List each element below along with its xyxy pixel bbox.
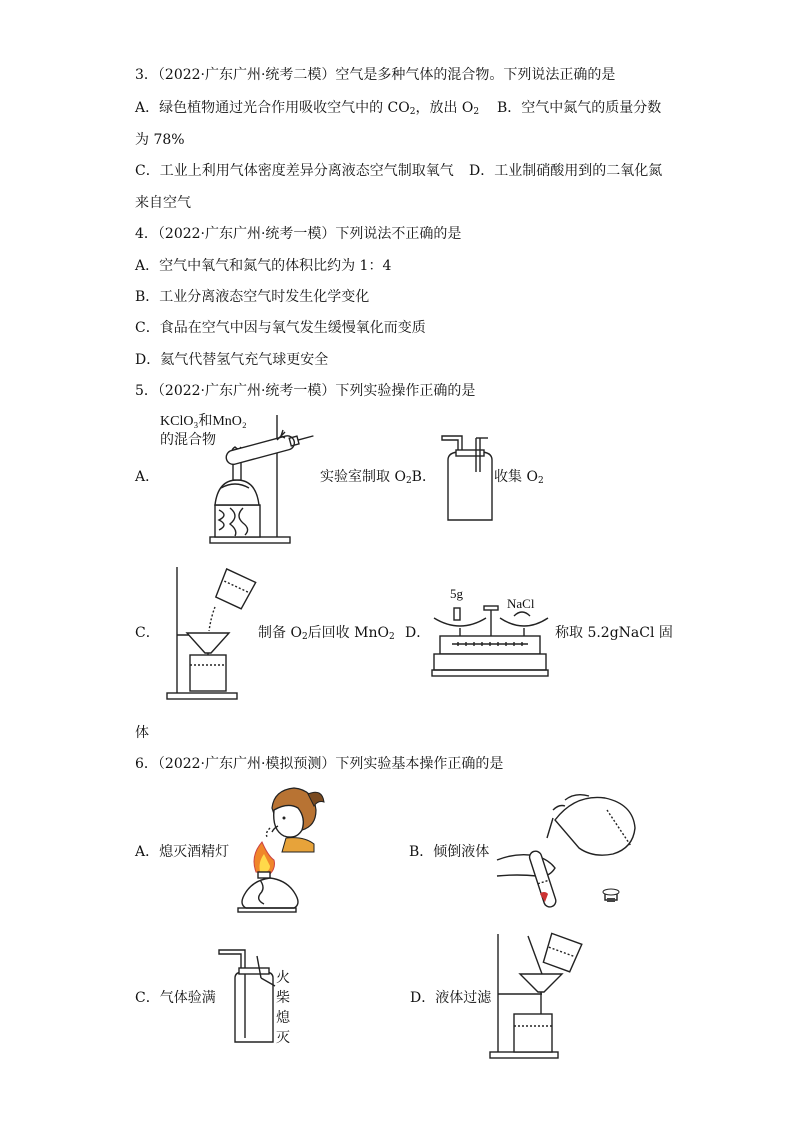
q5-c-caption-sub2: 2 — [388, 632, 395, 642]
q5-b-caption — [494, 467, 544, 487]
gas-bottle-figure — [440, 432, 500, 527]
q5-b-caption-text: 收集 O — [494, 469, 538, 485]
q3-option-b-cont: 为 78% — [135, 132, 185, 148]
q5-d-caption: 称取 5.2gNaCl 固 — [555, 625, 673, 641]
q4-option-a: A．空气中氧气和氮气的体积比约为 1：4 — [135, 258, 392, 274]
q5-stem: 5．（2022·广东广州·统考一模）下列实验操作正确的是 — [135, 383, 476, 399]
fig6c-label-char: 火 — [276, 970, 290, 986]
alcohol-lamp-figure — [230, 780, 340, 920]
heating-apparatus-figure — [205, 410, 325, 550]
fig6c-label-char: 灭 — [276, 1030, 290, 1046]
q4-option-c: C．食品在空气中因与氧气发生缓慢氧化而变质 — [135, 320, 426, 336]
q3-a-sub: 2 — [409, 107, 416, 117]
fig6c-label — [276, 968, 292, 1048]
q4-stem: 4．（2022·广东广州·统考一模）下列说法不正确的是 — [135, 226, 462, 242]
q5-c-label: C． — [135, 625, 160, 641]
fig5d-weight-label: 5g — [450, 586, 463, 601]
q5-b-label: B． — [411, 469, 436, 485]
q4-option-d: D．氦气代替氢气充气球更安全 — [135, 352, 329, 368]
gas-full-test-figure — [215, 948, 275, 1048]
fig5a-label-1: KClO₃和MnO₂ — [160, 414, 247, 429]
filtration-figure-2 — [488, 930, 588, 1060]
q6-option-d: D．液体过滤 — [410, 990, 492, 1006]
q5-d-label: D． — [405, 625, 431, 641]
q4-option-b: B．工业分离液态空气时发生化学变化 — [135, 289, 370, 305]
q3-option-d: D．工业制硝酸用到的二氧化氮 — [469, 163, 663, 179]
q5-c-caption-sub: 2 — [301, 632, 308, 642]
q5-c-caption-text2: 后回收 MnO — [307, 625, 389, 641]
q3-stem: 3．（2022·广东广州·统考二模）空气是多种气体的混合物。下列说法正确的是 — [135, 67, 616, 83]
q3-a-text2: ，放出 O — [415, 100, 474, 116]
q5-a-caption-sub: 2 — [405, 476, 412, 486]
q5-a-label: A． — [135, 469, 160, 485]
fig6c-label-char: 柴 — [276, 990, 290, 1006]
q3-option-c: C．工业上利用气体密度差异分离液态空气制取氧气 — [135, 163, 454, 179]
q6-option-b: B．倾倒液体 — [409, 844, 490, 860]
fig5a-label-2: 的混合物 — [160, 432, 216, 448]
q5-a-caption — [320, 467, 436, 487]
fig5d-nacl-label: NaCl — [507, 596, 535, 611]
q3-a-text: A．绿色植物通过光合作用吸收空气中的 CO — [135, 100, 410, 116]
q5-b-caption-sub: 2 — [537, 476, 544, 486]
fig6c-label-char: 熄 — [276, 1010, 290, 1026]
q5-d-caption-cont: 体 — [135, 725, 149, 741]
filtration-figure — [165, 565, 260, 700]
q5-c-caption — [258, 623, 395, 643]
q5-a-caption-text: 实验室制取 O — [320, 469, 406, 485]
q6-option-a: A．熄灭酒精灯 — [135, 844, 230, 860]
balance-figure — [430, 600, 550, 682]
q6-stem: 6．（2022·广东广州·模拟预测）下列实验基本操作正确的是 — [135, 756, 504, 772]
q6-option-c: C．气体验满 — [135, 990, 216, 1006]
q3-option-a — [135, 98, 479, 118]
q5-c-caption-text: 制备 O — [258, 625, 302, 641]
q3-a-sub2: 2 — [473, 107, 480, 117]
pouring-liquid-figure — [495, 790, 645, 920]
q3-option-d-cont: 来自空气 — [135, 195, 191, 211]
q3-option-b: B．空气中氮气的质量分数 — [497, 100, 662, 116]
